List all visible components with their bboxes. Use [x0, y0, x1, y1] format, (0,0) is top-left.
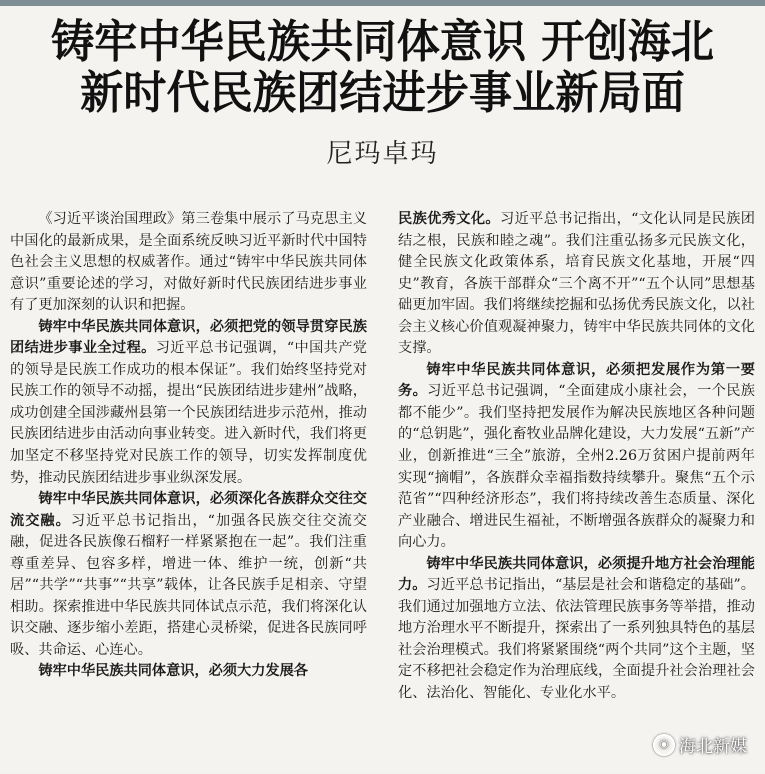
paragraph-lead-in: 铸牢中华民族共同体意识，必须把党的领导贯穿民族团结进步事业全过程。: [10, 318, 367, 357]
paragraph-lead-in: 铸牢中华民族共同体意识，必须提升地方社会治理能力。: [398, 555, 755, 594]
author-byline: 尼玛卓玛: [326, 139, 439, 170]
article-column-right: [398, 209, 755, 774]
article-column-left: [10, 209, 367, 774]
paragraph-lead-in: 铸牢中华民族共同体意识，必须深化各族群众交往交流交融。: [10, 491, 367, 529]
article-paragraph: [398, 209, 755, 360]
headline-line-1: 铸牢中华民族共同体意识 开创海北: [50, 15, 715, 68]
article-paragraph: [10, 209, 367, 317]
article-paragraph: [10, 489, 367, 661]
article-paragraph: [10, 317, 367, 489]
paragraph-text: 习近平总书记强调，“全面建成小康社会，一个民族都不能少”。我们坚持把发展作为解决民族地区各种问题的“总钥匙”，强化畜牧业品牌化建设，大力发展“五新”产业，创新推进“三全”旅游，全州2.26万贫困户提前两年实现“摘帽”，各族群众幸福指数持续攀升。聚焦“五个示范省”“四种经济形态”，我们将持续改善生态质量、深化产业融合、增进民生福祉，不断增强各族群众的凝聚力和向心力。: [398, 383, 755, 551]
paragraph-text: 习近平总书记指出，“基层是社会和谐稳定的基础”。我们通过加强地方立法、依法管理民族事务等举措，推动地方治理水平不断提升，探索出了一系列独具特色的基层社会治理模式。我们将紧紧围绕“两个共同”这个主题，坚定不移把社会稳定作为治理底线，全面提升社会治理社会化、法治化、智能化、专业化水平。: [398, 577, 755, 702]
article-body: [10, 209, 755, 774]
paragraph-text: 习近平总书记指出，“文化认同是民族团结之根，民族和睦之魂”。我们注重弘扬多元民族文化，健全民族文化政策体系，培育民族文化基地，开展“四史”教育，各族干部群众“三个离不开”“五个认同”思想基础更加牢固。我们将继续挖掘和弘扬优秀民族文化，以社会主义核心价值观凝神聚力，铸牢中华民族共同体的文化支撑。: [398, 211, 755, 357]
paragraph-text: 《习近平谈治国理政》第三卷集中展示了马克思主义中国化的最新成果，是全面系统反映习近平新时代中国特色社会主义思想的权威著作。通过“铸牢中华民族共同体意识”重要论述的学习，对做好新时代民族团结进步事业有了更加深刻的认识和把握。: [10, 211, 367, 314]
wechat-channel-icon: ◉: [653, 734, 675, 756]
watermark: [653, 732, 747, 757]
paragraph-lead-in: 铸牢中华民族共同体意识，必须大力发展各: [38, 663, 308, 680]
headline-line-2: 新时代民族团结进步事业新局面: [80, 65, 685, 119]
paragraph-lead-in: 铸牢中华民族共同体意识，必须把发展作为第一要务。: [398, 361, 755, 400]
paragraph-lead-in: 民族优秀文化。: [398, 211, 501, 227]
article-paragraph: [398, 360, 755, 554]
article-paragraph: [398, 554, 755, 705]
watermark-text: 海北新媒: [679, 737, 747, 757]
article-paragraph: [10, 661, 367, 683]
paragraph-text: 习近平总书记指出，“加强各民族交往交流交融，促进各民族像石榴籽一样紧紧抱在一起”。我们注重尊重差异、包容多样，增进一体、维护一统，创新“共居”“共学”“共事”“共享”载体，让各民族手足相亲、守望相助。探索推进中华民族共同体试点示范，我们将深化认识交融、逐步缩小差距，搭建心灵桥梁，促进各民族同呼吸、共命运、心连心。: [10, 512, 367, 658]
paragraph-text: 习近平总书记强调，“中国共产党的领导是民族工作成功的根本保证”。我们始终坚持党对民族工作的领导不动摇，提出“民族团结进步建州”战略，成功创建全国涉藏州县第一个民族团结进步示范州，推动民族团结进步由活动向事业转变。进入新时代，我们将更加坚定不移坚持党对民族工作的领导，切实发挥制度优势，推动民族团结进步事业纵深发展。: [10, 340, 367, 486]
